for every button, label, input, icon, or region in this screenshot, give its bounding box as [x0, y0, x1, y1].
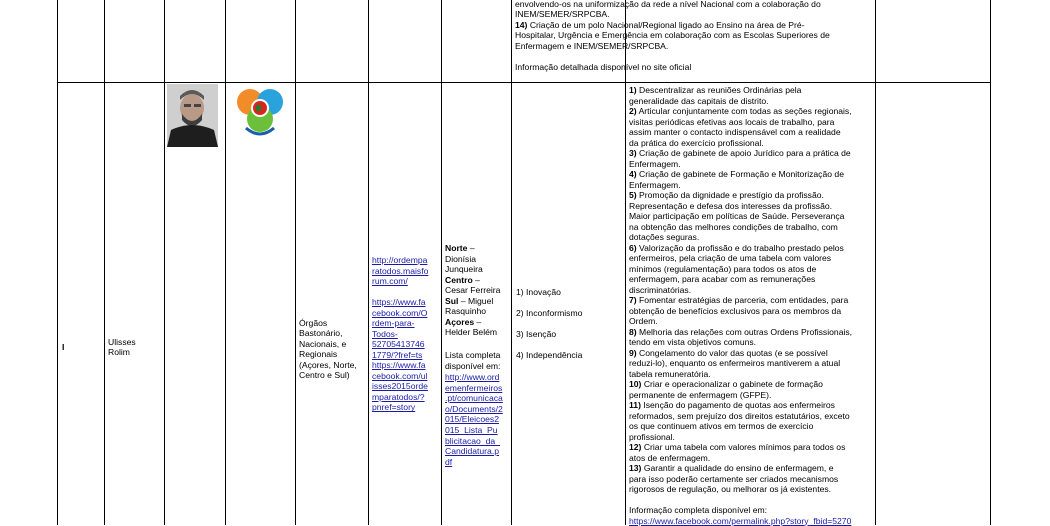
facebook-story-link[interactable]: https://www.fa cebook.com/ul isses2015orde mparatodos/? pnref=story [372, 360, 428, 413]
region-acores-name: Helder Belém [445, 327, 497, 338]
region-sul: Sul – Miguel [445, 296, 493, 307]
prev-line-5: Enfermagem e INEM/SEMER/SRPCBA. [515, 41, 668, 52]
list-intro: disponível em: [445, 361, 500, 372]
item-number: 14) [515, 20, 527, 30]
grid-line-v6 [368, 0, 369, 525]
program-line: 1) Descentralizar as reuniões Ordinárias pela [629, 85, 801, 96]
program-item-number: 4) [629, 169, 637, 179]
list-logo [230, 84, 290, 139]
program-line: 12) Criar uma tabela com valores mínimos para todos os [629, 442, 845, 453]
grid-line-v8 [511, 0, 512, 525]
program-line: permanente de enfermagem (GFPE). [629, 390, 771, 401]
program-line: rigorosos de regulação, ou melhorar os já existentes. [629, 484, 831, 495]
region-centro-name: Cesar Ferreira [445, 285, 500, 296]
value-item: 3) Isenção [516, 329, 556, 340]
program-line: generalidade das capitais de distrito. [629, 96, 769, 107]
program-item-number: 9) [629, 348, 637, 358]
program-item-number: 1) [629, 85, 637, 95]
program-line: 5) Promoção da dignidade e prestígio da profissão. [629, 190, 824, 201]
organs-line: Bastonário, [299, 328, 342, 339]
program-line: tendo em vista objetivos comuns. [629, 337, 756, 348]
program-item-number: 13) [629, 463, 641, 473]
grid-line-v1 [57, 0, 58, 525]
candidate-first-name: Ulisses [108, 337, 136, 348]
region-norte-name: Dionísia [445, 254, 476, 265]
row-divider [57, 82, 991, 83]
program-line: 11) Isenção do pagamento de quotas aos enfermeiros [629, 400, 835, 411]
program-line: 10) Criar e operacionalizar o gabinete de formação [629, 379, 823, 390]
organs-line: Centro e Sul) [299, 370, 350, 381]
facebook-group-link[interactable]: https://www.fa cebook.com/O rdem-para- Todos- 52705413746 1779/?fref=ts [372, 297, 427, 361]
program-line: reformados, sem prejuízo dos direitos estatutários, exceto [629, 411, 850, 422]
program-line: Enfermagem. [629, 159, 681, 170]
prev-line-1: envolvendo-os na uniformização da rede a nível Nacional com a colaboração do [515, 0, 821, 10]
program-line: atos de enfermagem. [629, 453, 710, 464]
region-norte: Norte – [445, 243, 475, 254]
program-line: 7) Fomentar estratégias de parceria, com entidades, para [629, 295, 848, 306]
program-line: 8) Melhoria das relações com outras Ordens Profissionais, [629, 327, 852, 338]
program-line: visitas periódicas efetivas aos locais de trabalho, para [629, 117, 834, 128]
program-item-number: 7) [629, 295, 637, 305]
program-line: enfermagem, para acabar com as remunerações [629, 274, 815, 285]
list-intro: Lista completa [445, 350, 500, 361]
grid-line-v7 [441, 0, 442, 525]
grid-line-v9 [625, 0, 626, 525]
program-item-number: 11) [629, 400, 641, 410]
program-line: 6) Valorização da profissão e do trabalho prestado pelos [629, 243, 844, 254]
value-item: 2) Inconformismo [516, 308, 582, 319]
grid-line-v5 [295, 0, 296, 525]
prev-line-4: Hospitalar, Urgência e Emergência em colaboração com as Escolas Superiores de [515, 30, 830, 41]
candidate-last-name: Rolim [108, 347, 130, 358]
prev-line-2: INEM/SEMER/SRPCBA. [515, 9, 610, 20]
program-line: 4) Criação de gabinete de Formação e Monitorização de [629, 169, 844, 180]
grid-line-v3 [164, 0, 165, 525]
region-sul-name: Rasquinho [445, 306, 486, 317]
program-line: 2) Articular conjuntamente com todas as seções regionais, [629, 106, 852, 117]
program-line: Informação completa disponível em: [629, 505, 767, 516]
program-line: obtenção de benefícios exclusivos para os membros da [629, 306, 841, 317]
organs-line: Regionais [299, 349, 337, 360]
program-line: na obtenção das melhores condições de trabalho, com [629, 222, 838, 233]
program-line: da prática do exercício profissional. [629, 138, 764, 149]
program-item-number: 8) [629, 327, 637, 337]
region-acores: Açores – [445, 317, 481, 328]
program-line: 13) Garantir a qualidade do ensino de enfermagem, e [629, 463, 833, 474]
program-line: tabela remuneratória. [629, 369, 711, 380]
grid-line-v2 [104, 0, 105, 525]
program-line: os que continuem ativos em termos de exercício [629, 421, 813, 432]
grid-line-v10 [875, 0, 876, 525]
program-line: 3) Criação de gabinete de apoio Jurídico para a prática de [629, 148, 851, 159]
program-item-number: 6) [629, 243, 637, 253]
program-line: Enfermagem. [629, 180, 681, 191]
organs-line: (Açores, Norte, [299, 360, 357, 371]
program-item-number: 10) [629, 379, 641, 389]
program-link[interactable]: https://www.facebook.com/permalink.php?story_fbid=5270 [629, 516, 851, 526]
program-item-number: 5) [629, 190, 637, 200]
full-list-link[interactable]: http://www.ord emenfermeiros .pt/comunicaca o/Documents/2 015/Eleicoes2 015_Lista_Pu blicitacao_da_ Candidatura.p df [445, 372, 503, 467]
program-line: mínimos (regulamentação) para todos os atos de [629, 264, 816, 275]
program-line: Ordem. [629, 316, 658, 327]
program-line: enfermeiros, pela criação de uma tabela com valores [629, 253, 831, 264]
program-item-number: 12) [629, 442, 641, 452]
program-line: dotações seguras. [629, 232, 699, 243]
forum-link[interactable]: http://ordempa ratodos.maisfo rum.com/ [372, 255, 428, 287]
program-line: reduzi-lo), enquanto os enfermeiros mantiverem a atual [629, 358, 840, 369]
program-line: Maior participação em políticas de Saúde. Perseverança [629, 211, 844, 222]
grid-line-v4 [225, 0, 226, 525]
value-item: 4) Independência [516, 350, 582, 361]
program-line: profissional. [629, 432, 675, 443]
list-id: I [62, 342, 64, 353]
program-line: 9) Congelamento do valor das quotas (e se possível [629, 348, 828, 359]
prev-line-info: Informação detalhada disponível no site oficial [515, 62, 691, 73]
region-norte-name: Junqueira [445, 264, 483, 275]
program-line: para isso poderão certamente ser criados mecanismos [629, 474, 838, 485]
organs-line: Órgãos [299, 318, 327, 329]
region-centro: Centro – [445, 275, 480, 286]
program-item-number: 2) [629, 106, 637, 116]
organs-line: Nacionais, e [299, 339, 346, 350]
prev-line-3: 14) Criação de um polo Nacional/Regional ligado ao Ensino na área de Pré- [515, 20, 805, 31]
program-line: assim manter o contacto indispensável com a realidade [629, 127, 841, 138]
program-line: Representação e defesa dos interesses da profissão. [629, 201, 832, 212]
value-item: 1) Inovação [516, 287, 561, 298]
grid-line-v11 [990, 0, 991, 525]
program-item-number: 3) [629, 148, 637, 158]
program-line: discriminatórias. [629, 285, 691, 296]
candidate-photo [167, 84, 218, 147]
